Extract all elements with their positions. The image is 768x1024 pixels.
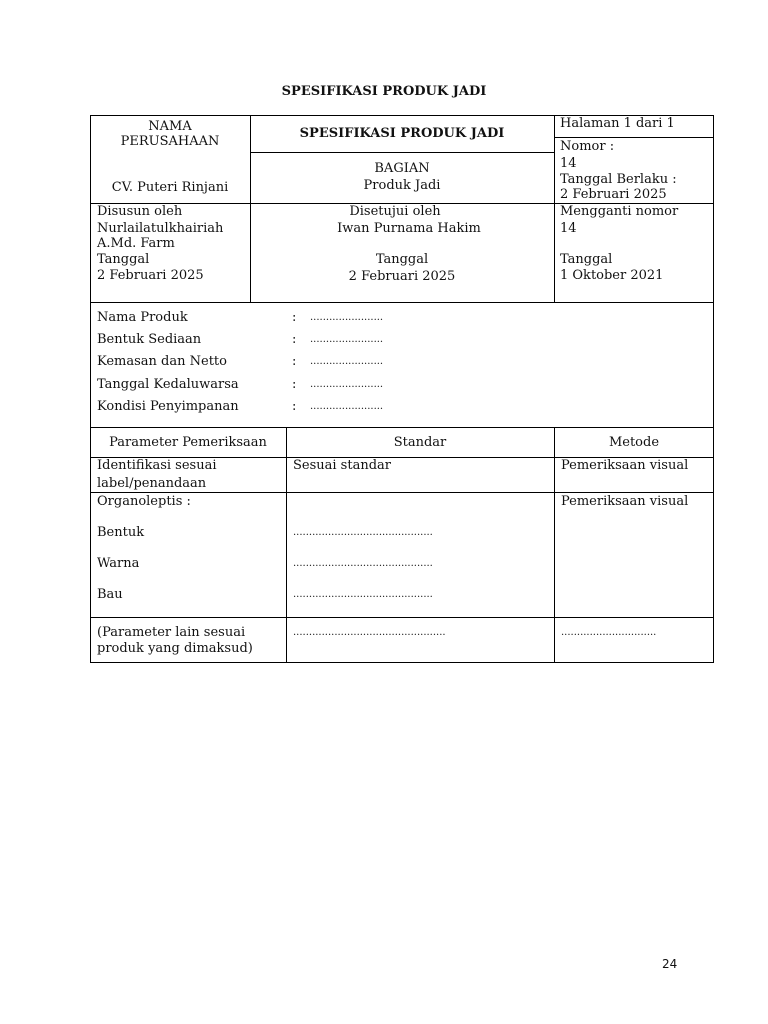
field-value-bentuk-sediaan: ....................... xyxy=(310,334,384,345)
mengganti-value: 14 xyxy=(560,221,577,236)
spec-title: SPESIFIKASI PRODUK JADI xyxy=(299,126,505,141)
disusun-date-label: Tanggal xyxy=(97,252,150,267)
field-value-tanggal-kedaluwarsa: ....................... xyxy=(310,379,384,390)
field-label-nama-produk: Nama Produk xyxy=(97,310,188,325)
organoleptis-value-warna: ............................................ xyxy=(293,558,433,569)
param-col-line-1 xyxy=(286,427,287,663)
row3-param-line2: produk yang dimaksud) xyxy=(97,641,253,656)
organoleptis-label-bentuk: Bentuk xyxy=(97,525,145,540)
page-number: 24 xyxy=(662,957,678,971)
signoff-bottom-line xyxy=(90,302,714,303)
mengganti-date-label: Tanggal xyxy=(560,252,613,267)
company-name: CV. Puteri Rinjani xyxy=(111,180,229,195)
mengganti-label: Mengganti nomor xyxy=(560,204,679,219)
organoleptis-label-bau: Bau xyxy=(97,587,123,602)
header-divider xyxy=(250,152,554,153)
company-label-line1: NAMA xyxy=(148,119,192,134)
disusun-date: 2 Februari 2025 xyxy=(97,268,204,283)
product-info-bottom-line xyxy=(90,427,714,428)
row3-param-line1: (Parameter lain sesuai xyxy=(97,625,246,640)
berlaku-label: Tanggal Berlaku : xyxy=(560,172,677,187)
disusun-name: Nurlailatulkhairiah xyxy=(97,221,224,236)
field-value-kemasan-netto: ....................... xyxy=(310,356,384,367)
field-colon: : xyxy=(292,354,297,369)
nomor-value: 14 xyxy=(560,156,577,171)
field-label-tanggal-kedaluwarsa: Tanggal Kedaluwarsa xyxy=(97,377,239,392)
row1-param-line2: label/penandaan xyxy=(97,476,207,491)
page-info-divider xyxy=(554,137,714,138)
document-title: SPESIFIKASI PRODUK JADI xyxy=(281,84,487,99)
row1-standar: Sesuai standar xyxy=(293,458,391,473)
field-label-kemasan-netto: Kemasan dan Netto xyxy=(97,354,227,369)
berlaku-value: 2 Februari 2025 xyxy=(560,187,667,202)
field-colon: : xyxy=(292,310,297,325)
page-info: Halaman 1 dari 1 xyxy=(560,116,675,131)
mengganti-date: 1 Oktober 2021 xyxy=(560,268,664,283)
organoleptis-value-bentuk: ............................................ xyxy=(293,527,433,538)
param-header-standar: Standar xyxy=(393,435,447,450)
nomor-label: Nomor : xyxy=(560,139,615,154)
row1-param-line1: Identifikasi sesuai xyxy=(97,458,217,473)
bagian-value: Produk Jadi xyxy=(363,178,441,193)
disetujui-name: Iwan Purnama Hakim xyxy=(337,221,481,236)
field-colon: : xyxy=(292,399,297,414)
field-label-kondisi-penyimpanan: Kondisi Penyimpanan xyxy=(97,399,239,414)
param-header-metode: Metode xyxy=(608,435,660,450)
disetujui-date-label: Tanggal xyxy=(375,252,429,267)
disusun-title: A.Md. Farm xyxy=(97,236,175,251)
company-label-line2: PERUSAHAAN xyxy=(120,134,220,149)
field-value-kondisi-penyimpanan: ....................... xyxy=(310,401,384,412)
row3-standar: ................................................ xyxy=(293,627,446,638)
param-row1-line xyxy=(90,492,714,493)
bagian-label: BAGIAN xyxy=(374,161,430,176)
field-colon: : xyxy=(292,332,297,347)
row2-metode: Pemeriksaan visual xyxy=(561,494,689,509)
row2-param: Organoleptis : xyxy=(97,494,191,509)
param-header-parameter: Parameter Pemeriksaan xyxy=(109,435,267,450)
header-col-line-2 xyxy=(554,115,555,303)
disetujui-date: 2 Februari 2025 xyxy=(348,269,456,284)
organoleptis-label-warna: Warna xyxy=(97,556,140,571)
param-col-line-2 xyxy=(554,427,555,663)
disetujui-label: Disetujui oleh xyxy=(349,204,441,219)
param-row2-line xyxy=(90,617,714,618)
organoleptis-value-bau: ............................................ xyxy=(293,589,433,600)
row1-metode: Pemeriksaan visual xyxy=(561,458,689,473)
field-colon: : xyxy=(292,377,297,392)
field-label-bentuk-sediaan: Bentuk Sediaan xyxy=(97,332,202,347)
disusun-label: Disusun oleh xyxy=(97,204,183,219)
field-value-nama-produk: ....................... xyxy=(310,312,384,323)
row3-metode: .............................. xyxy=(561,627,657,638)
